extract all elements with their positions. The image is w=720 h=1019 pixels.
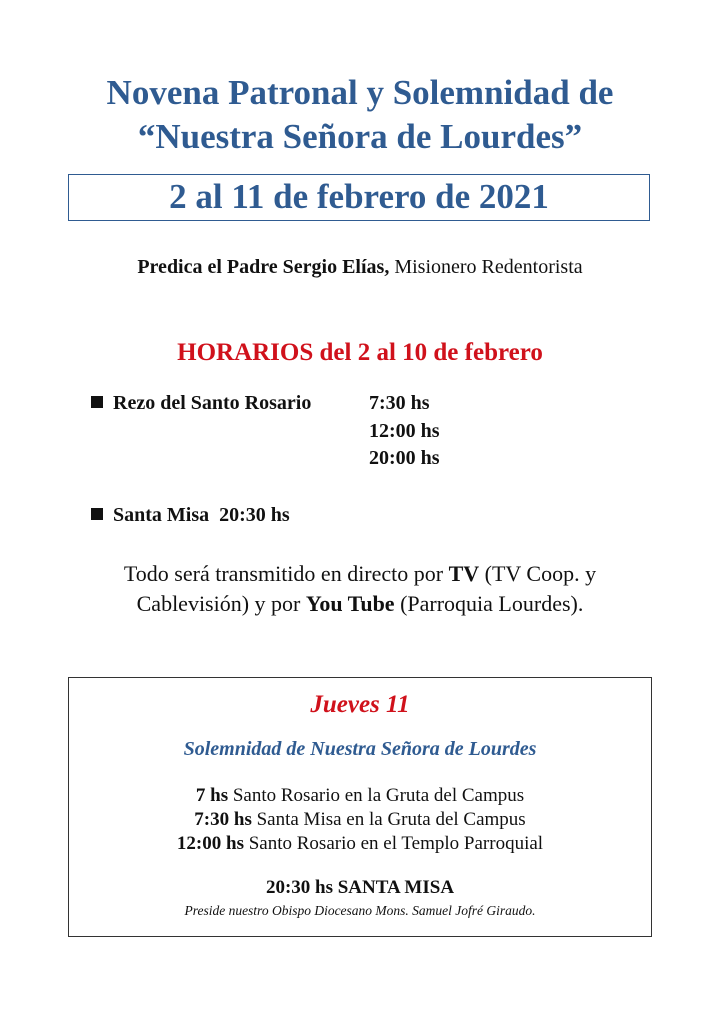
- solemnidad-subtitle: Solemnidad de Nuestra Señora de Lourdes: [183, 738, 537, 760]
- youtube-label: You Tube: [305, 591, 395, 616]
- rosario-time-3: 20:00 hs: [369, 447, 440, 469]
- broadcast-text: Todo será transmitido en directo por: [123, 561, 449, 586]
- preside-note: Preside nuestro Obispo Diocesano Mons. Samuel Jofré Giraudo.: [184, 903, 536, 918]
- event-time: 7 hs: [195, 785, 229, 806]
- event-time: 12:00 hs: [176, 833, 244, 854]
- preacher-role: Misionero Redentorista: [389, 256, 583, 278]
- broadcast-text: Cablevisión) y por: [136, 591, 306, 616]
- misa-row: [91, 503, 290, 527]
- rosario-row: [91, 391, 311, 415]
- schedule-heading: HORARIOS del 2 al 10 de febrero: [177, 339, 543, 366]
- event-item: [0, 832, 720, 855]
- tv-label: TV: [448, 561, 480, 586]
- rosario-time-2: 12:00 hs: [369, 420, 440, 442]
- event-item: [0, 784, 720, 807]
- final-misa: 20:30 hs SANTA MISA: [265, 877, 455, 898]
- square-bullet-icon: [91, 508, 103, 520]
- jueves-title: Jueves 11: [310, 691, 410, 718]
- rosario-time-1: 7:30 hs: [369, 392, 430, 414]
- square-bullet-icon: [91, 396, 103, 408]
- broadcast-line-2: [0, 589, 720, 619]
- preacher-line: [0, 255, 720, 279]
- broadcast-text: (TV Coop. y: [479, 561, 597, 586]
- broadcast-line-1: [0, 559, 720, 589]
- event-desc: Santa Misa en la Gruta del Campus: [251, 809, 526, 830]
- event-desc: Santo Rosario en el Templo Parroquial: [243, 833, 544, 854]
- event-time: 7:30 hs: [194, 809, 252, 830]
- broadcast-text: (Parroquia Lourdes).: [394, 591, 584, 616]
- event-item: [0, 808, 720, 831]
- date-box: [68, 174, 650, 221]
- event-desc: Santo Rosario en la Gruta del Campus: [228, 785, 525, 806]
- title-line-2: “Nuestra Señora de Lourdes”: [137, 117, 583, 156]
- preacher-name: Predica el Padre Sergio Elías,: [137, 256, 390, 278]
- broadcast-notice: [0, 559, 720, 619]
- misa-label: Santa Misa 20:30 hs: [113, 504, 290, 526]
- rosario-label: Rezo del Santo Rosario: [113, 392, 312, 414]
- date-range: 2 al 11 de febrero de 2021: [169, 177, 549, 216]
- title-line-1: Novena Patronal y Solemnidad de: [106, 73, 614, 112]
